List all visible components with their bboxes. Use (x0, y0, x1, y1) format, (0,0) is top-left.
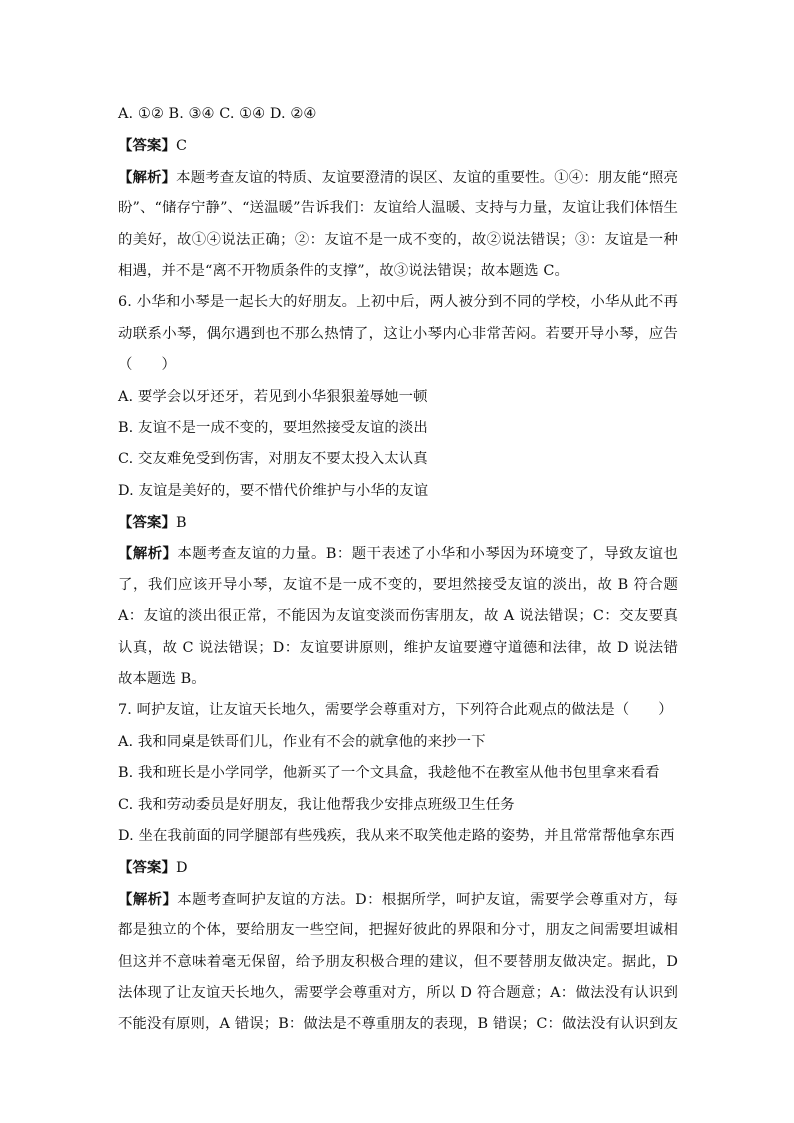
q7-stem-line: 7. 呵护友谊，让友谊天长地久，需要学会尊重对方，下列符合此观点的做法是（ ） (118, 702, 673, 719)
q6-option-d: D. 友谊是美好的，要不惜代价维护与小华的友谊 (118, 482, 429, 499)
q7-analysis-label: 【解析】 (118, 890, 178, 908)
q6-option-c: C. 交友难免受到伤害，对朋友不要太投入太认真 (118, 451, 428, 468)
q5-answer-value: C (175, 138, 188, 155)
q6-analysis-line-3: A：友谊的淡出很正常，不能因为友谊变淡而伤害朋友，故 A 说法错误；C：交友要真 (118, 608, 678, 625)
q7-analysis-line-4: 法体现了让友谊天长地久，需要学会尊重对方，所以 D 符合题意；A：做法没有认识到 (118, 984, 678, 1001)
q7-answer-label: 【答案】 (118, 859, 176, 877)
q6-stem-line-1: 6. 小华和小琴是一起长大的好朋友。上初中后，两人被分到不同的学校，小华从此不再 (118, 294, 678, 311)
q5-answer-label: 【答案】 (118, 137, 176, 155)
q7-analysis-text-1: 本题考查呵护友谊的方法。D：根据所学，呵护友谊，需要学会尊重对方，每 (177, 891, 678, 908)
q6-analysis-text-1: 本题考查友谊的力量。B：题干表述了小华和小琴因为环境变了，导致友谊也 (177, 546, 678, 563)
q7-option-c: C. 我和劳动委员是好朋友，我让他帮我少安排点班级卫生任务 (118, 796, 515, 813)
q6-answer-value: B (175, 515, 187, 532)
q5-analysis-line-3: 的美好，故①④说法正确；②：友谊不是一成不变的，故②说法错误；③：友谊是一种 (118, 231, 678, 248)
q7-analysis-line-3: 但这并不意味着毫无保留，给予朋友积极合理的建议，但不要替朋友做决定。据此，D (118, 953, 678, 970)
q5-analysis-line-4: 相遇，并不是“离不开物质条件的支撑”，故③说法错误；故本题选 C。 (118, 262, 569, 279)
q5-analysis-text-1: 本题考查友谊的特质、友谊要澄清的误区、友谊的重要性。①④：朋友能“照亮 (176, 169, 678, 186)
q6-answer (118, 507, 678, 538)
q6-analysis-line-1 (118, 538, 678, 569)
q6-analysis-line-5: 故本题选 B。 (118, 671, 206, 688)
q7-option-a: A. 我和同桌是铁哥们儿，作业有不会的就拿他的来抄一下 (118, 733, 486, 750)
q7-answer (118, 852, 678, 883)
q6-stem-line-2: 动联系小琴，偶尔遇到也不那么热情了，这让小琴内心非常苦闷。若要开导小琴，应告 (118, 325, 678, 342)
q5-analysis-line-2: 盼”、“储存宁静”、“送温暖”告诉我们：友谊给人温暖、支持与力量，友谊让我们体悟生 (118, 200, 678, 217)
q6-analysis-line-4: 认真，故 C 说法错误；D：友谊要讲原则，维护友谊要遵守道德和法律，故 D 说法错 (118, 639, 678, 656)
q6-option-b: B. 友谊不是一成不变的，要坦然接受友谊的淡出 (118, 419, 428, 436)
q6-analysis-label: 【解析】 (118, 545, 178, 563)
q5-analysis-line-1 (118, 162, 678, 193)
q6-option-a: A. 要学会以牙还牙，若见到小华狠狠羞辱她一顿 (118, 388, 428, 405)
q5-analysis-label: 【解析】 (118, 168, 177, 186)
q6-analysis-line-2: 了，我们应该开导小琴，友谊不是一成不变的，要坦然接受友谊的淡出，故 B 符合题 (118, 576, 678, 593)
q7-analysis-line-5: 不能没有原则，A 错误；B：做法是不尊重朋友的表现，B 错误；C：做法没有认识到友 (118, 1016, 678, 1033)
q7-option-b: B. 我和班长是小学同学，他新买了一个文具盒，我趁他不在教室从他书包里拿来看看 (118, 765, 660, 782)
q6-answer-label: 【答案】 (118, 514, 176, 532)
page-content (118, 99, 678, 1041)
q6-stem-line-3: （ ） (118, 357, 176, 374)
q5-answer (118, 130, 678, 161)
q7-answer-value: D (175, 860, 188, 877)
q7-analysis-line-1 (118, 884, 678, 915)
q7-analysis-line-2: 都是独立的个体，要给朋友一些空间，把握好彼此的界限和分寸，朋友之间需要坦诚相 (118, 922, 678, 939)
q5-options-line: A. ①② B. ③④ C. ①④ D. ②④ (118, 106, 317, 122)
q7-option-d: D. 坐在我前面的同学腿部有些残疾，我从来不取笑他走路的姿势，并且常常帮他拿东西 (118, 827, 675, 844)
